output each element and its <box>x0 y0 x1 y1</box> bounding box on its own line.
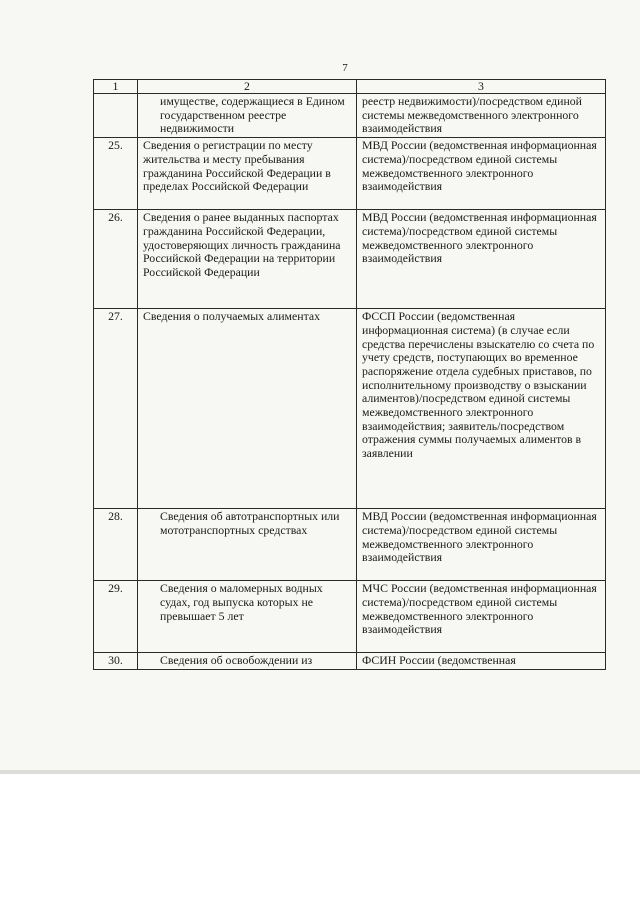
data-sources-table <box>93 79 606 670</box>
row-number: 25. <box>94 138 138 210</box>
row-information: Сведения об автотранспортных или мототранспортных средствах <box>138 509 357 581</box>
page-bottom-edge <box>0 770 640 774</box>
table-row <box>94 509 606 581</box>
row-number <box>94 94 138 138</box>
row-number: 30. <box>94 653 138 670</box>
row-number: 26. <box>94 210 138 309</box>
row-source: ФССП России (ведомственная информационная система) (в случае если средства перечислены взыскателю со счета по учету средств, поступающих во временное распоряжение отдела судебных приставов, по исполнительному производству о взыскании алиментов)/посредством единой системы межведомственного электронного взаимодействия; заявитель/посредством отражения суммы получаемых алиментов в заявлении <box>357 309 606 509</box>
row-information: Сведения о получаемых алиментах <box>138 309 357 509</box>
table-header-row <box>94 80 606 94</box>
table-row <box>94 581 606 653</box>
row-source: ФСИН России (ведомственная <box>357 653 606 670</box>
row-source: МВД России (ведомственная информационная система)/посредством единой системы межведомственного электронного взаимодействия <box>357 210 606 309</box>
row-number: 27. <box>94 309 138 509</box>
header-col-information: 2 <box>138 80 357 94</box>
row-information: Сведения об освобождении из <box>138 653 357 670</box>
row-information: Сведения о маломерных водных судах, год выпуска которых не превышает 5 лет <box>138 581 357 653</box>
table-row <box>94 138 606 210</box>
row-source: МЧС России (ведомственная информационная система)/посредством единой системы межведомственного электронного взаимодействия <box>357 581 606 653</box>
row-source: реестр недвижимости)/посредством единой системы межведомственного электронного взаимодействия <box>357 94 606 138</box>
row-information: имуществе, содержащиеся в Едином государственном реестре недвижимости <box>138 94 357 138</box>
header-col-number: 1 <box>94 80 138 94</box>
table-row <box>94 309 606 509</box>
row-number: 28. <box>94 509 138 581</box>
row-information: Сведения о ранее выданных паспортах гражданина Российской Федерации, удостоверяющих личность гражданина Российской Федерации на территории Российской Федерации <box>138 210 357 309</box>
header-col-source: 3 <box>357 80 606 94</box>
row-information: Сведения о регистрации по месту жительства и месту пребывания гражданина Российской Федерации в пределах Российской Федерации <box>138 138 357 210</box>
table-row <box>94 653 606 670</box>
table-row <box>94 210 606 309</box>
page-number: 7 <box>342 62 348 74</box>
table-row <box>94 94 606 138</box>
row-source: МВД России (ведомственная информационная система)/посредством единой системы межведомственного электронного взаимодействия <box>357 509 606 581</box>
row-number: 29. <box>94 581 138 653</box>
row-source: МВД России (ведомственная информационная система)/посредством единой системы межведомственного электронного взаимодействия <box>357 138 606 210</box>
